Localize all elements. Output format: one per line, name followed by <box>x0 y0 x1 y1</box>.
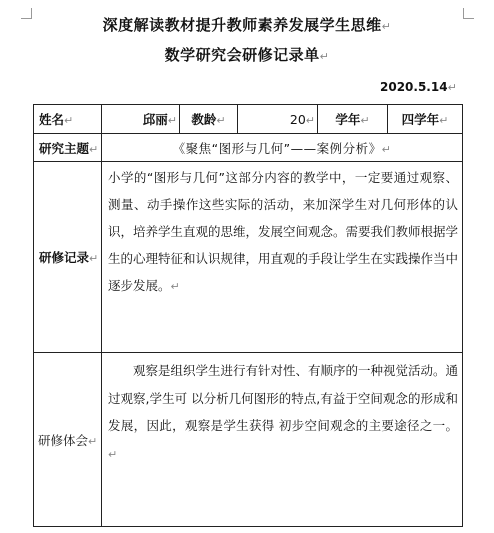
subject-label: 学年↵ <box>318 105 388 134</box>
reflection-row <box>34 353 463 527</box>
reflection-label: 研修体会↵ <box>34 353 102 527</box>
teaching-years-value: 20↵ <box>238 105 318 134</box>
info-row <box>34 105 463 134</box>
topic-row <box>34 134 463 162</box>
grade-value: 四学年↵ <box>388 105 463 134</box>
topic-label: 研究主题↵ <box>34 134 102 162</box>
document-title: 深度解读教材提升教师素养发展学生思维↵ <box>102 16 392 34</box>
record-label: 研修记录↵ <box>34 162 102 353</box>
name-label: 姓名↵ <box>34 105 102 134</box>
reflection-text: 观察是组织学生进行有针对性、有顺序的一种视觉活动。通过观察,学生可 以分析几何图形的特点,有益于空间观念的形成和发展，因此，观察是学生获得 初步空间观念的主要途径之一。↵ <box>102 353 463 527</box>
record-row <box>34 162 463 353</box>
topic-value: 《聚焦“图形与几何”——案例分析》↵ <box>102 134 463 162</box>
record-text: 小学的“图形与几何”这部分内容的教学中，一定要通过观察、测量、动手操作这些实际的活动，来加深学生对几何形体的认识，培养学生直观的思维，发展空间观念。需要我们教师根据学生的心理特征和认识规律，用直观的手段让学生在实践操作当中逐步发展。↵ <box>102 162 463 353</box>
document-subtitle: 数学研究会研修记录单↵ <box>164 46 330 64</box>
teaching-years-label: 教龄↵ <box>180 105 238 134</box>
record-table <box>33 104 463 527</box>
name-value: 邱丽↵ <box>102 105 180 134</box>
record-date: 2020.5.14↵ <box>380 80 457 94</box>
